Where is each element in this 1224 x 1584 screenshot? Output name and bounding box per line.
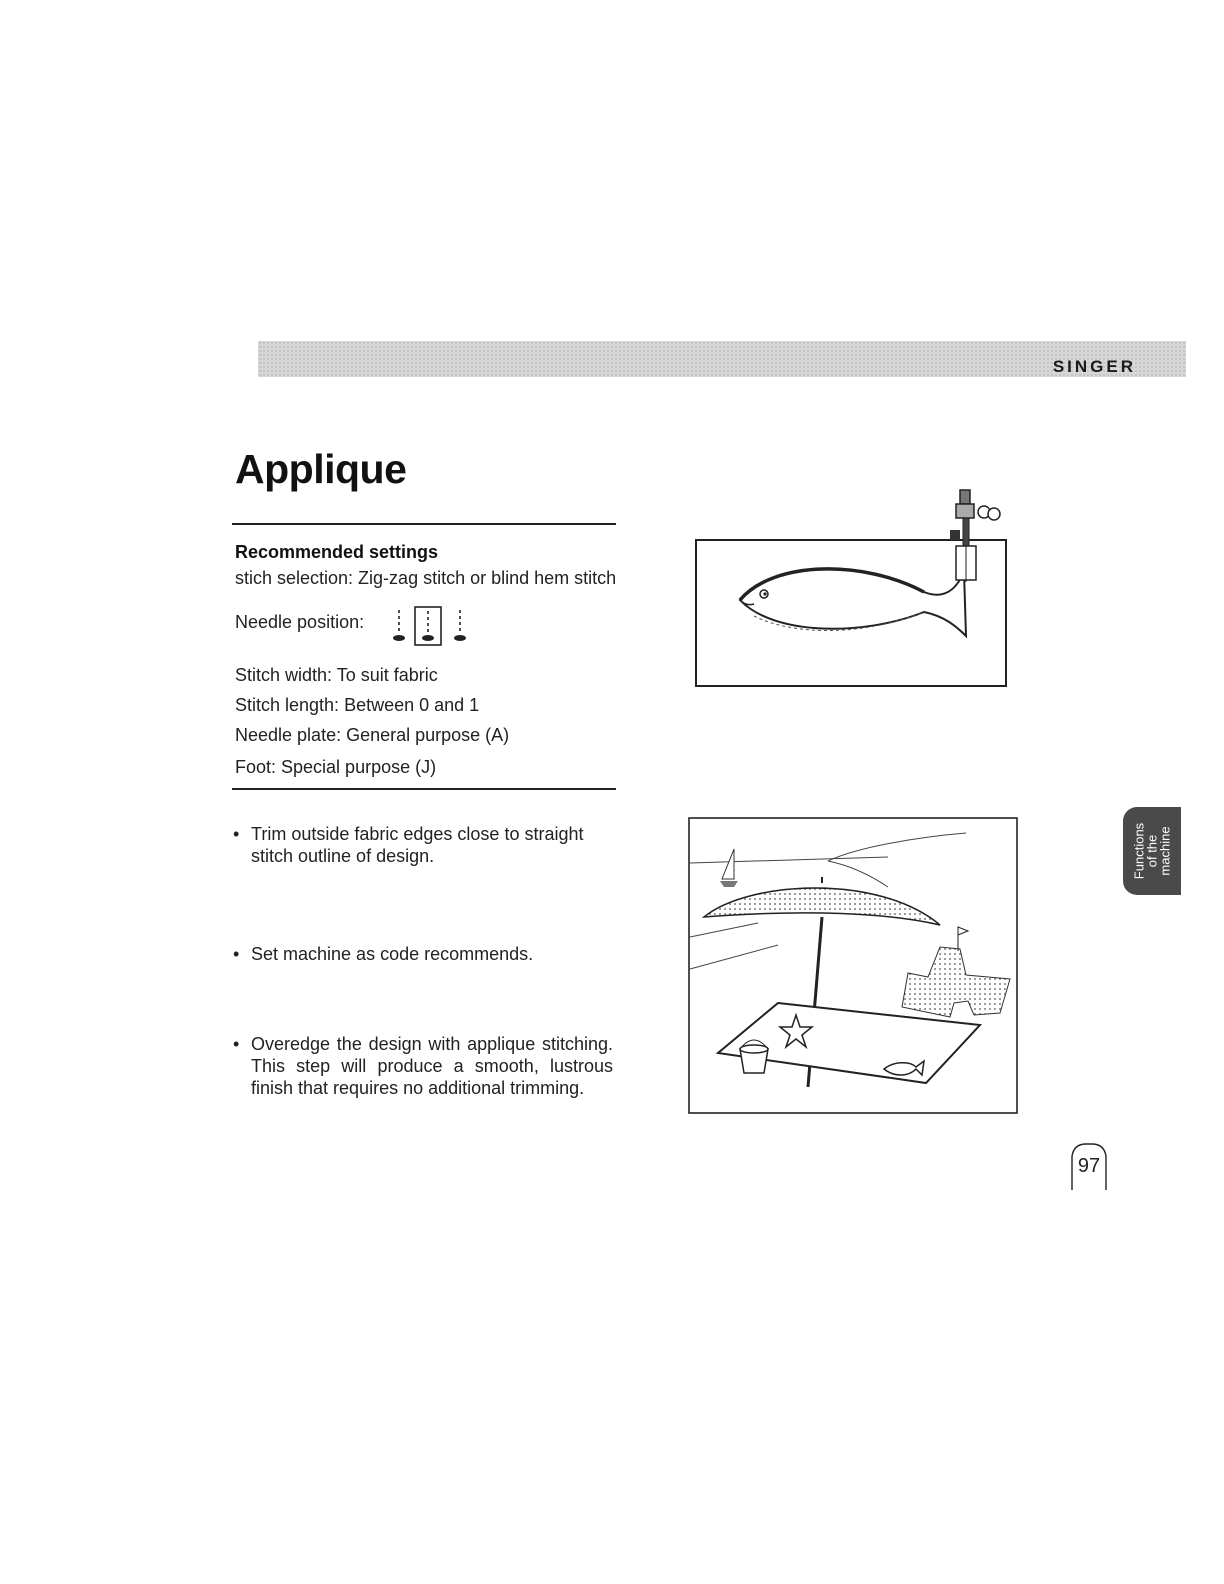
brand-logo-text: SINGER [1052, 357, 1136, 376]
needle-plate-text: Needle plate: General purpose (A) [235, 725, 510, 745]
section-tab-line: machine [1157, 826, 1173, 876]
beach-scene-illustration [688, 817, 1018, 1114]
bullet: • [233, 1034, 240, 1054]
stitch-length-text: Stitch length: Between 0 and 1 [235, 695, 480, 715]
needle-right-icon [454, 610, 466, 641]
needle-position-icons [390, 606, 474, 648]
section-tab-line: Functions [1131, 822, 1147, 880]
page-number: 97 [1077, 1155, 1101, 1177]
fish-applique-illustration [694, 486, 1010, 688]
step-trim [233, 823, 613, 867]
section-tab-label [1133, 823, 1172, 879]
needle-left-icon [393, 610, 405, 641]
section-tab [1123, 807, 1181, 895]
step-text: Set machine as code recommends. [251, 944, 534, 964]
divider-top [232, 523, 616, 525]
settings-heading: Recommended settings [235, 542, 439, 562]
needle-center-icon-selected [415, 607, 441, 645]
header-band [258, 341, 1186, 377]
section-tab-line: of the [1144, 834, 1160, 868]
bullet: • [233, 944, 240, 964]
foot-text: Foot: Special purpose (J) [235, 757, 437, 777]
stitch-width-text: Stitch width: To suit fabric [235, 665, 438, 685]
page-title: Applique [235, 446, 407, 492]
step-text: Trim outside fabric edges close to straight stitch outline of design. [251, 824, 584, 866]
needle-position-label: Needle position: [235, 612, 365, 632]
step-set-machine [233, 943, 613, 965]
bullet: • [233, 824, 240, 844]
step-text: Overedge the design with applique stitching. This step will produce a smooth, lustrous finish that requires no additional trimming. [251, 1034, 613, 1098]
page-number-badge [1068, 1142, 1110, 1192]
divider-bottom [232, 788, 616, 790]
step-overedge [233, 1033, 613, 1099]
stitch-selection-text: stich selection: Zig-zag stitch or blind hem stitch [235, 568, 617, 588]
